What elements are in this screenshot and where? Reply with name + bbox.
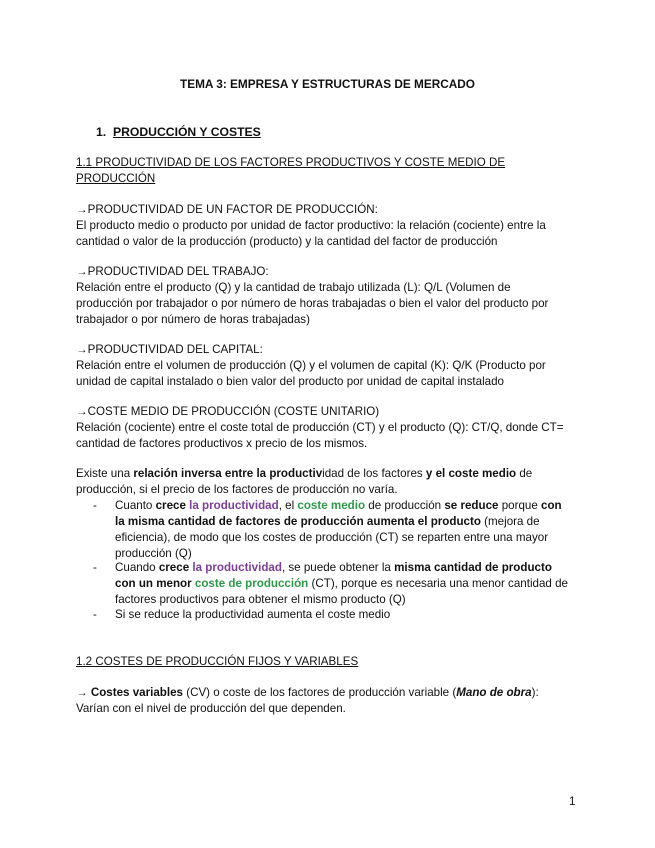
average-cost-line2: cantidad de factores productivos x precio de los mismos. bbox=[76, 437, 368, 450]
factor-productivity-line1: El producto medio o producto por unidad de factor productivo: la relación (cociente) entre la bbox=[76, 219, 546, 232]
section-title: PRODUCCIÓN Y COSTES bbox=[112, 125, 261, 139]
average-cost-heading: →COSTE MEDIO DE PRODUCCIÓN (COSTE UNITARIO) bbox=[76, 405, 380, 418]
capital-productivity-line2: unidad de capital instalado o bien valor del producto por unidad de capital instalado bbox=[76, 375, 504, 388]
bold-run: relación inversa entre la productiv bbox=[133, 467, 323, 480]
bold-run: con bbox=[541, 499, 562, 512]
highlight-production-cost: coste de producción bbox=[194, 577, 309, 590]
capital-productivity-heading: →PRODUCTIVIDAD DEL CAPITAL: bbox=[76, 343, 263, 356]
bold-italic-run: Mano de obra bbox=[456, 686, 532, 699]
bullet-1-line1 bbox=[115, 498, 577, 514]
labor-productivity-line3: trabajador o por número de horas trabajadas) bbox=[76, 313, 310, 326]
text-run: ): bbox=[531, 686, 539, 699]
bold-run: crece bbox=[155, 499, 186, 512]
section-heading-1 bbox=[96, 124, 261, 140]
section-number: 1. bbox=[96, 125, 107, 139]
bold-run: crece bbox=[158, 561, 190, 574]
highlight-productivity: la productividad bbox=[189, 499, 279, 512]
bullet-item-2 bbox=[115, 560, 577, 608]
document-title: TEMA 3: EMPRESA Y ESTRUCTURAS DE MERCADO bbox=[180, 77, 475, 91]
bullet-1-line4: producción (Q) bbox=[115, 547, 192, 560]
bullet-3-line1: Si se reduce la productividad aumenta el coste medio bbox=[115, 608, 391, 621]
text-run: , el bbox=[278, 499, 298, 512]
text-run: (mejora de bbox=[480, 515, 540, 528]
average-cost-line1: Relación (cociente) entre el coste total de producción (CT) y el producto (Q): CT/Q, donde CT= bbox=[76, 421, 564, 434]
text-run: , se puede obtener la bbox=[281, 561, 395, 574]
subsection-1-2: 1.2 COSTES DE PRODUCCIÓN FIJOS Y VARIABLES bbox=[76, 655, 359, 668]
text-run: Cuanto bbox=[115, 499, 156, 512]
page-number: 1 bbox=[569, 795, 576, 808]
bold-run: y el coste medio bbox=[422, 467, 517, 480]
factor-productivity-heading: →PRODUCTIVIDAD DE UN FACTOR DE PRODUCCIÓN: bbox=[76, 203, 378, 216]
variable-costs-line1 bbox=[76, 685, 539, 701]
text-run: (CT), porque es necesaria una menor cantidad de bbox=[308, 577, 568, 590]
subsection-1-1-line1: 1.1 PRODUCTIVIDAD DE LOS FACTORES PRODUCTIVOS Y COSTE MEDIO DE bbox=[76, 156, 506, 169]
text-run: de producción bbox=[365, 499, 445, 512]
highlight-productivity: la productividad bbox=[192, 561, 282, 574]
labor-productivity-line2: producción por trabajador o por número de horas trabajadas o bien el valor del producto por bbox=[76, 297, 549, 310]
text-run: Existe una bbox=[76, 467, 134, 480]
factor-productivity-line2: cantidad o valor de la producción (producto) y la cantidad del factor de producción bbox=[76, 235, 498, 248]
inverse-relation-line1 bbox=[76, 466, 532, 482]
variable-costs-line2: Varían con el nivel de producción del que dependen. bbox=[76, 702, 346, 715]
bold-run: Costes variables bbox=[90, 686, 183, 699]
labor-productivity-heading: →PRODUCTIVIDAD DEL TRABAJO: bbox=[76, 265, 269, 278]
text-run: (CV) o coste de los factores de producción variable ( bbox=[182, 686, 457, 699]
text-run: idad de los factores bbox=[322, 467, 423, 480]
inverse-relation-line2: producción, si el precio de los factores de producción no varía. bbox=[76, 483, 398, 496]
bullet-2-line2 bbox=[115, 576, 577, 592]
bold-run: se reduce bbox=[444, 499, 499, 512]
bullet-dash: - bbox=[93, 499, 97, 512]
bullet-2-line1 bbox=[115, 560, 577, 576]
subsection-1-1-line2: PRODUCCIÓN bbox=[76, 172, 156, 185]
text-run: porque bbox=[498, 499, 542, 512]
bold-run: misma cantidad de producto bbox=[394, 561, 552, 574]
bullet-2-line3: factores productivos para obtener el mismo producto (Q) bbox=[115, 593, 406, 606]
highlight-average-cost: coste medio bbox=[297, 499, 366, 512]
text-run: Cuando bbox=[115, 561, 159, 574]
capital-productivity-line1: Relación entre el volumen de producción (Q) y el volumen de capital (K): Q/K (Producto por bbox=[76, 359, 546, 372]
bullet-dash: - bbox=[93, 608, 97, 621]
bullet-item-3 bbox=[115, 607, 577, 623]
bold-run: la misma cantidad de factores de producción aumenta el producto bbox=[115, 515, 481, 528]
bullet-dash: - bbox=[93, 561, 97, 574]
labor-productivity-line1: Relación entre el producto (Q) y la cantidad de trabajo utilizada (L): Q/L (Volumen de bbox=[76, 281, 511, 294]
bullet-1-line3: eficiencia), de modo que los costes de producción (CT) se reparten entre una mayor bbox=[115, 531, 549, 544]
bullet-item-1 bbox=[115, 498, 577, 562]
bullet-1-line2 bbox=[115, 514, 577, 530]
arrow-icon: → bbox=[76, 686, 91, 699]
text-run: de bbox=[516, 467, 533, 480]
bold-run: con un menor bbox=[115, 577, 192, 590]
